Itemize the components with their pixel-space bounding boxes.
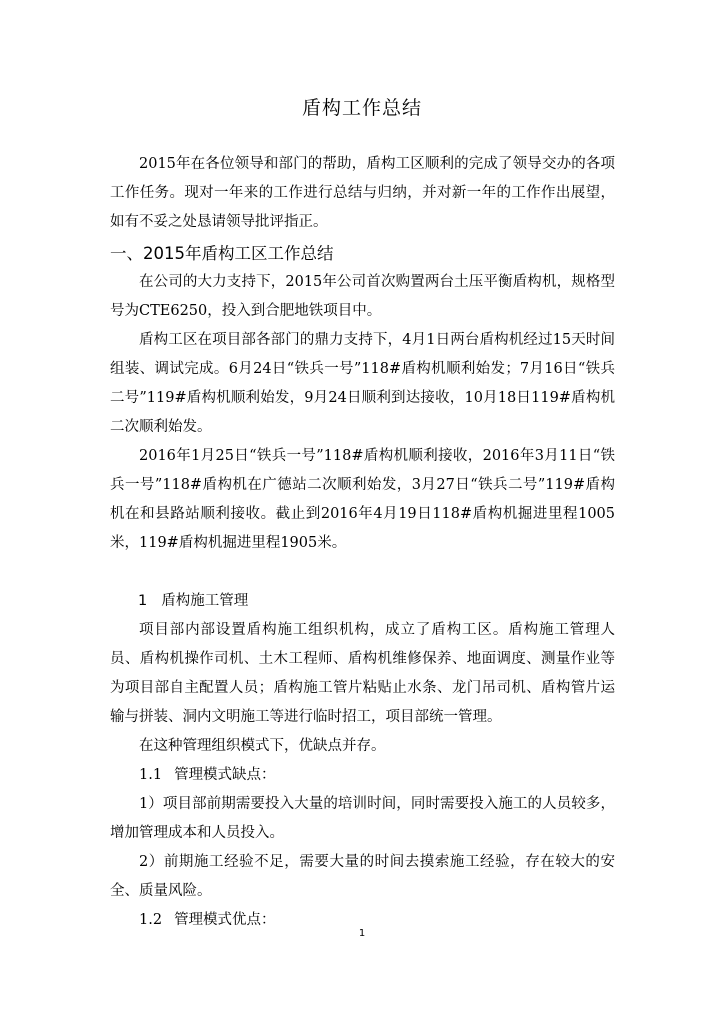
- body-paragraph: 在公司的大力支持下，2015年公司首次购置两台土压平衡盾构机，规格型号为CTE6250，投入到合肥地铁项目中。: [110, 274, 615, 319]
- document-title: 盾构工作总结: [301, 97, 422, 119]
- body-paragraph: 1）项目部前期需要投入大量的培训时间，同时需要投入施工的人员较多，增加管理成本和人员投入。: [110, 796, 615, 841]
- item-number: 1.1: [139, 767, 163, 783]
- item-heading: [110, 761, 615, 790]
- subsection-title: 盾构施工管理: [161, 593, 249, 609]
- intro-paragraph: 2015年在各位领导和部门的帮助，盾构工区顺利的完成了领导交办的各项工作任务。现对一年来的工作进行总结与归纳，并对新一年的工作作出展望，如有不妥之处恳请领导批评指正。: [110, 156, 615, 230]
- body-paragraph: 盾构工区在项目部各部门的鼎力支持下，4月1日两台盾构机经过15天时间组装、调试完成。6月24日“铁兵一号”118#盾构机顺利始发；7月16日“铁兵二号”119#盾构机顺利始发，9月24日顺利到达接收，10月18日119#盾构机二次顺利始发。: [110, 332, 615, 435]
- subsection-heading: [110, 587, 615, 616]
- item-title: 管理模式优点：: [174, 912, 276, 928]
- body-paragraph: 在这种管理组织模式下，优缺点并存。: [139, 738, 386, 754]
- body-paragraph: 项目部内部设置盾构施工组织机构，成立了盾构工区。盾构施工管理人员、盾构机操作司机、土木工程师、盾构机维修保养、地面调度、测量作业等为项目部自主配置人员；盾构施工管片粘贴止水条、龙门吊司机、盾构管片运输与拼装、洞内文明施工等进行临时招工，项目部统一管理。: [110, 622, 615, 725]
- item-title: 管理模式缺点：: [174, 767, 276, 783]
- document-body: [110, 150, 615, 935]
- page-number: 1: [358, 928, 366, 939]
- section-heading: 一、2015年盾构工区工作总结: [110, 244, 334, 263]
- body-paragraph: 2016年1月25日“铁兵一号”118#盾构机顺利接收，2016年3月11日“铁兵一号”118#盾构机在广德站二次顺利始发，3月27日“铁兵二号”119#盾构机在和县路站顺利接收。截止到2016年4月19日118#盾构机掘进里程1005米，119#盾构机掘进里程1905米。: [110, 448, 615, 551]
- subsection-number: 1: [138, 593, 148, 609]
- item-number: 1.2: [139, 912, 163, 928]
- body-paragraph: 2）前期施工经验不足，需要大量的时间去摸索施工经验，存在较大的安全、质量风险。: [110, 854, 615, 899]
